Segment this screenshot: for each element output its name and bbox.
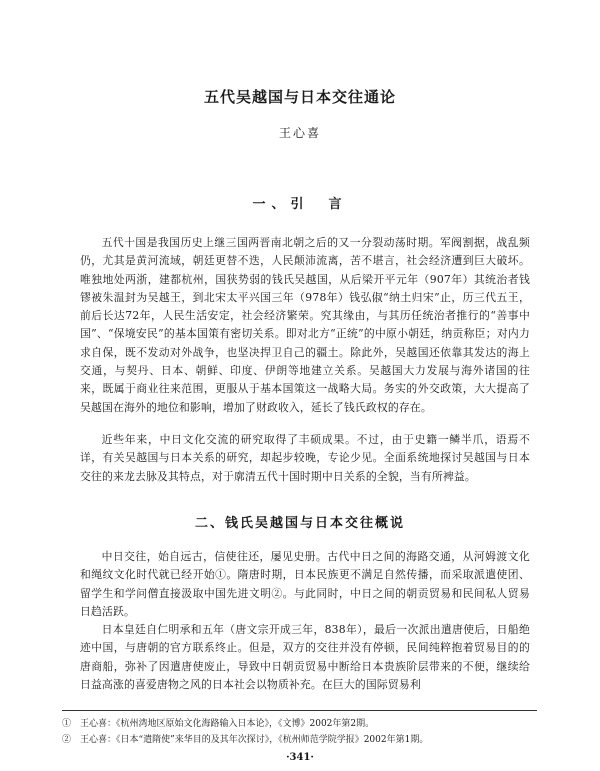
section-heading-introduction: 一、引 言: [252, 197, 348, 212]
author-name: 王心喜: [278, 126, 321, 140]
body-paragraph: 日本皇廷自仁明承和五年（唐文宗开成三年，838年），最后一次派出遣唐使后，日船绝迹中国，与唐朝的官方联系终止。但是，双方的交往并没有停顿，民间纯粹抱着贸易目的的唐商船，弥补了因遣唐使废止，导致中日朝贡贸易中断给日本贵族阶层带来的不便，继续给日益高涨的喜爱唐物之风的日本社会以物质补充。在巨大的国际贸易利: [80, 623, 530, 691]
footnote-2: ② 王心喜：《日本“遣隋使”来华目的及其年次探讨》，《杭州师范学院学报》2002年第1期。: [62, 735, 429, 745]
footnotes: [62, 716, 537, 748]
footnote-divider: [62, 710, 537, 711]
paper-title: 五代吴越国与日本交往通论: [203, 88, 396, 106]
section-heading-overview: 二、钱氏吴越国与日本交往概说: [194, 516, 405, 531]
body-paragraph: 近些年来，中日文化交流的研究取得了丰硕成果。不过，由于史籍一鳞半爪，语焉不详，有关吴越国与日本关系的研究，却起步较晚，专论少见。全面系统地探讨吴越国与日本交往的来龙去脉及其特点，对于廓清五代十国时期中日关系的全貌，当有所裨益。: [80, 433, 530, 483]
body-paragraph: 中日交往，始自远古，信使往还，屡见史册。古代中日之间的海路交通，从河姆渡文化和绳纹文化时代就已经开始①。隋唐时期，日本民族更不满足自然传播，而采取派遣使团、留学生和学问僧直接汲取中国先进文明②。与此同时，中日之间的朝贡贸易和民间私人贸易日趋活跃。: [80, 550, 530, 618]
page-number: ·341·: [286, 752, 314, 763]
body-paragraph: 五代十国是我国历史上继三国两晋南北朝之后的又一分裂动荡时期。军阀割据，战乱频仍，尤其是黄河流域，朝廷更替不迭，人民颠沛流离，苦不堪言，社会经济遭到巨大破坏。唯独地处两浙，建都杭州，国狭势弱的钱氏吴越国，从后梁开平元年（907年）其统治者钱镠被朱温封为吴越王，到北宋太平兴国三年（978年）钱弘俶“纳土归宋”止，历三代五王，前后长达72年，人民生活安定，社会经济繁荣。究其缘由，与其历任统治者推行的“善事中国”、“保境安民”的基本国策有密切关系。即对北方“正统”的中原小朝廷，纳贡称臣；对内力求自保，既不发动对外战争，也坚决捍卫自己的疆土。除此外，吴越国还依靠其发达的海上交通，与契丹、日本、朝鲜、印度、伊朗等地建立关系。吴越国大力发展与海外诸国的往来，既属于商业往来范围，更服从于基本国策这一战略大局。务实的外交政策，大大提高了吴越国在海外的地位和影响，增加了财政收入，延长了钱氏政权的存在。: [80, 236, 530, 414]
footnote-1: ① 王心喜：《杭州湾地区原始文化海路输入日本论》，《文博》2002年第2期。: [62, 719, 375, 729]
